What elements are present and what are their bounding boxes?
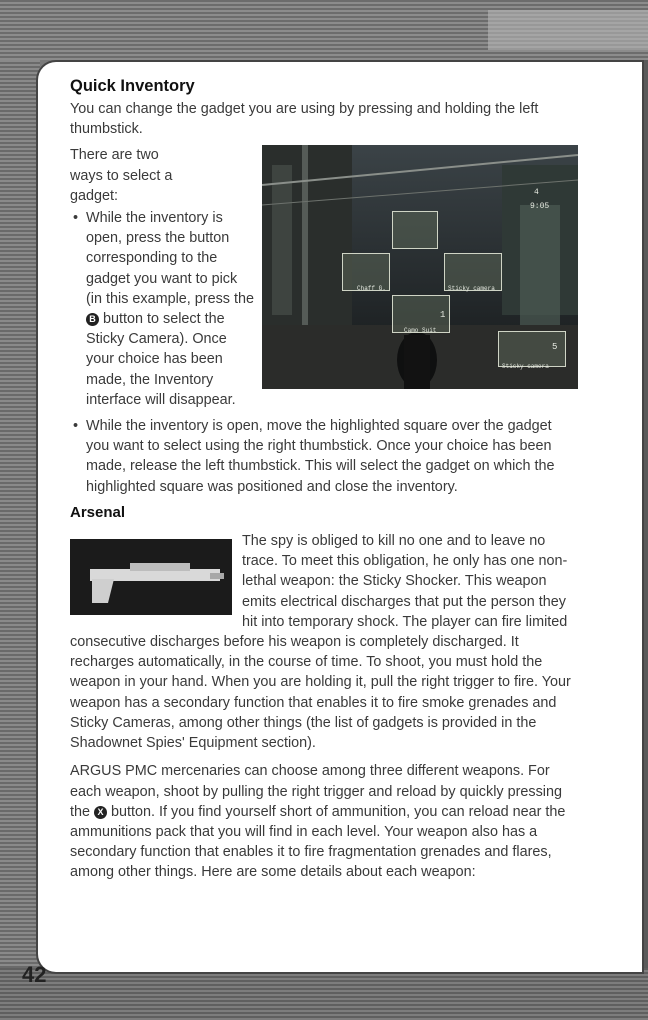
- ways-text: There are two ways to select a gadget:: [70, 147, 173, 204]
- bullet1-text-a: While the inventory is open, press the button corresponding to the gadget you want to pick (in this example, press the: [86, 210, 254, 307]
- bullet-dot: •: [73, 210, 79, 227]
- bullet-item: [70, 416, 578, 497]
- hud-count-current: 5: [552, 342, 558, 353]
- bullet2-text: While the inventory is open, move the highlighted square over the gadget you want to select using the right thumbstick. Once your choice has been made, release the left thumbstick. This will select the gadget on which the highlighted square was positioned and close the inventory.: [86, 418, 555, 495]
- b-button-icon: B: [86, 313, 99, 326]
- hud-label-current: Sticky camera: [502, 363, 549, 371]
- bullet-item: [70, 208, 578, 410]
- page-content: [70, 76, 578, 883]
- hud-timer: 9:05: [530, 202, 550, 212]
- bullet1-text-b: button to select the Sticky Camera). Once your choice has been made, the Inventory interface will disappear.: [86, 311, 236, 408]
- page-number: 42: [22, 962, 47, 987]
- x-button-icon: X: [94, 806, 107, 819]
- hud-count-camo: 1: [440, 310, 446, 321]
- arsenal-para1: The spy is obliged to kill no one and to leave no trace. To meet this obligation, he only has one non-lethal weapon: the Sticky Shocker. This weapon emits electrical discharges that put the person they hit into temporary shock. The player can fire limited consecutive discharges before his weapon is completely discharged. It recharges automatically, in the course of time. To shoot, you must hold the weapon in your hand. When you are holding it, pull the right trigger to fire. Your weapon has a secondary function that enables it to fire smoke grenades and Sticky Cameras, among other things (the list of gadgets is provided in the Shadownet Spies' Equipment section).: [70, 533, 571, 752]
- quick-inventory-intro: You can change the gadget you are using by pressing and holding the left thumbstick.: [70, 101, 539, 138]
- arsenal-para2-a: ARGUS PMC mercenaries can choose among three different weapons. For each weapon, shoot by pulling the right trigger and reload by quickly pressing the: [70, 763, 562, 820]
- hud-label-chaff: Chaff G.: [357, 285, 386, 293]
- sticky-shocker-image: [70, 539, 232, 615]
- arsenal-heading: Arsenal: [70, 503, 126, 521]
- hud-count-top: 4: [534, 188, 539, 198]
- hud-label-sticky-camera: Sticky camera: [448, 285, 495, 293]
- hud-label-camo-suit: Camo Suit: [404, 327, 437, 335]
- bottom-decorative-band: [0, 968, 648, 1020]
- bullet-dot: •: [73, 418, 79, 435]
- weapon-illustration: [70, 539, 232, 615]
- quick-inventory-heading: Quick Inventory: [70, 77, 195, 95]
- arsenal-para2-b: button. If you find yourself short of ammunition, you can reload near the ammunitions pack that you will find in each level. Your weapon also has a secondary function that enables it to fire fragmentation grenades and flares, among other things. Here are some details about each weapon:: [70, 803, 566, 881]
- top-decorative-band: [0, 0, 648, 60]
- arsenal-para2: [70, 761, 578, 882]
- left-decorative-band: [0, 60, 40, 970]
